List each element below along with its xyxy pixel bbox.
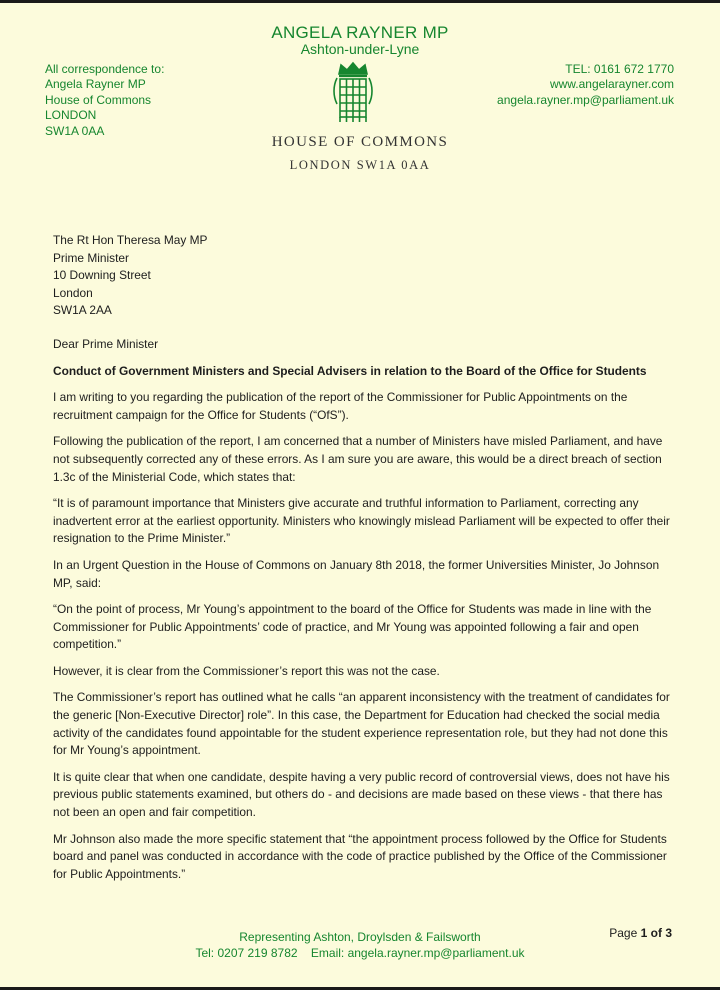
page-current: 1 xyxy=(640,926,648,940)
recipient-line: 10 Downing Street xyxy=(53,268,151,283)
recipient-line: London xyxy=(53,285,93,300)
correspondence-line: LONDON xyxy=(45,108,97,123)
recipient-line: The Rt Hon Theresa May MP xyxy=(53,233,208,247)
footer-email: Email: angela.rayner.mp@parliament.uk xyxy=(310,946,525,960)
page-number xyxy=(609,926,672,940)
house-address: LONDON SW1A 0AA xyxy=(289,158,431,172)
mp-name: ANGELA RAYNER MP xyxy=(271,23,449,42)
recipient-line: Prime Minister xyxy=(53,250,129,265)
paragraph: Following the publication of the report, I am concerned that a number of Ministers have misled Parliament, and have not subsequently corrected any of these errors. As I am sure you are aware, this would be a direct breach of section 1.3c of the Ministerial Code, which states that: xyxy=(53,434,663,484)
footer-contact xyxy=(0,945,720,961)
paragraph: In an Urgent Question in the House of Commons on January 8th 2018, the former Universities Minister, Jo Johnson MP, said: xyxy=(53,557,660,590)
constituency: Ashton-under-Lyne xyxy=(300,41,420,57)
correspondence-line: Angela Rayner MP xyxy=(45,77,146,92)
footer-tel: Tel: 0207 219 8782 xyxy=(195,946,298,960)
paragraph: The Commissioner’s report has outlined what he calls “an apparent inconsistency with the treatment of candidates for the generic [Non-Executive Director] role”. In this case, the Department for Education had checked the social media activity of the candidates found appointable for the student experience representation role, but they had not done this for Mr Young’s appointment. xyxy=(53,690,670,758)
correspondence-line: House of Commons xyxy=(45,92,152,107)
page-prefix: Page xyxy=(609,926,638,940)
contact-website: www.angelarayner.com xyxy=(549,77,674,92)
scan-edge-top xyxy=(0,0,720,3)
correspondence-block xyxy=(45,62,164,139)
quote-paragraph: “It is of paramount importance that Ministers give accurate and truthful information to Parliament, correcting any inadvertent error at the earliest opportunity. Ministers who knowingly mislead Parliament will be expected to offer their resignation to the Prime Minister.” xyxy=(53,496,670,546)
page-of: of xyxy=(650,926,662,940)
contact-phone: TEL: 0161 672 1770 xyxy=(565,62,674,76)
subject-line: Conduct of Government Ministers and Special Advisers in relation to the Board of the Office for Students xyxy=(53,363,647,378)
paragraph: However, it is clear from the Commissioner’s report this was not the case. xyxy=(53,663,440,678)
paragraph: It is quite clear that when one candidate, despite having a very public record of controversial views, does not have his previous public statements examined, but others do - and decisions are made based on these views - that there has not been an open and fair competition. xyxy=(53,769,670,820)
house-of-commons: HOUSE OF COMMONS xyxy=(271,134,449,150)
paragraph: I am writing to you regarding the publication of the report of the Commissioner for Public Appointments on the recruitment campaign for the Office for Students (“OfS”). xyxy=(53,390,628,422)
paragraph: Mr Johnson also made the more specific statement that “the appointment process followed by the Office for Students board and panel was conducted in accordance with the code of practice published by the Office of the Commissioner for Public Appointments.” xyxy=(53,831,667,881)
contact-block xyxy=(497,62,674,108)
page-total: 3 xyxy=(665,926,672,940)
recipient-address xyxy=(53,232,677,320)
salutation: Dear Prime Minister xyxy=(53,336,159,351)
correspondence-line: SW1A 0AA xyxy=(45,123,105,138)
portcullis-icon xyxy=(331,60,375,128)
quote-paragraph: “On the point of process, Mr Young’s appointment to the board of the Office for Students was made in line with the Commissioner for Public Appointments’ code of practice, and Mr Young was appointed following a fair and open competition.” xyxy=(53,602,652,652)
contact-email: angela.rayner.mp@parliament.uk xyxy=(497,92,674,107)
letter-body xyxy=(53,232,677,892)
correspondence-line: All correspondence to: xyxy=(45,62,165,76)
footer-representing: Representing Ashton, Droylsden & Failsworth xyxy=(239,930,481,944)
recipient-line: SW1A 2AA xyxy=(53,303,112,318)
